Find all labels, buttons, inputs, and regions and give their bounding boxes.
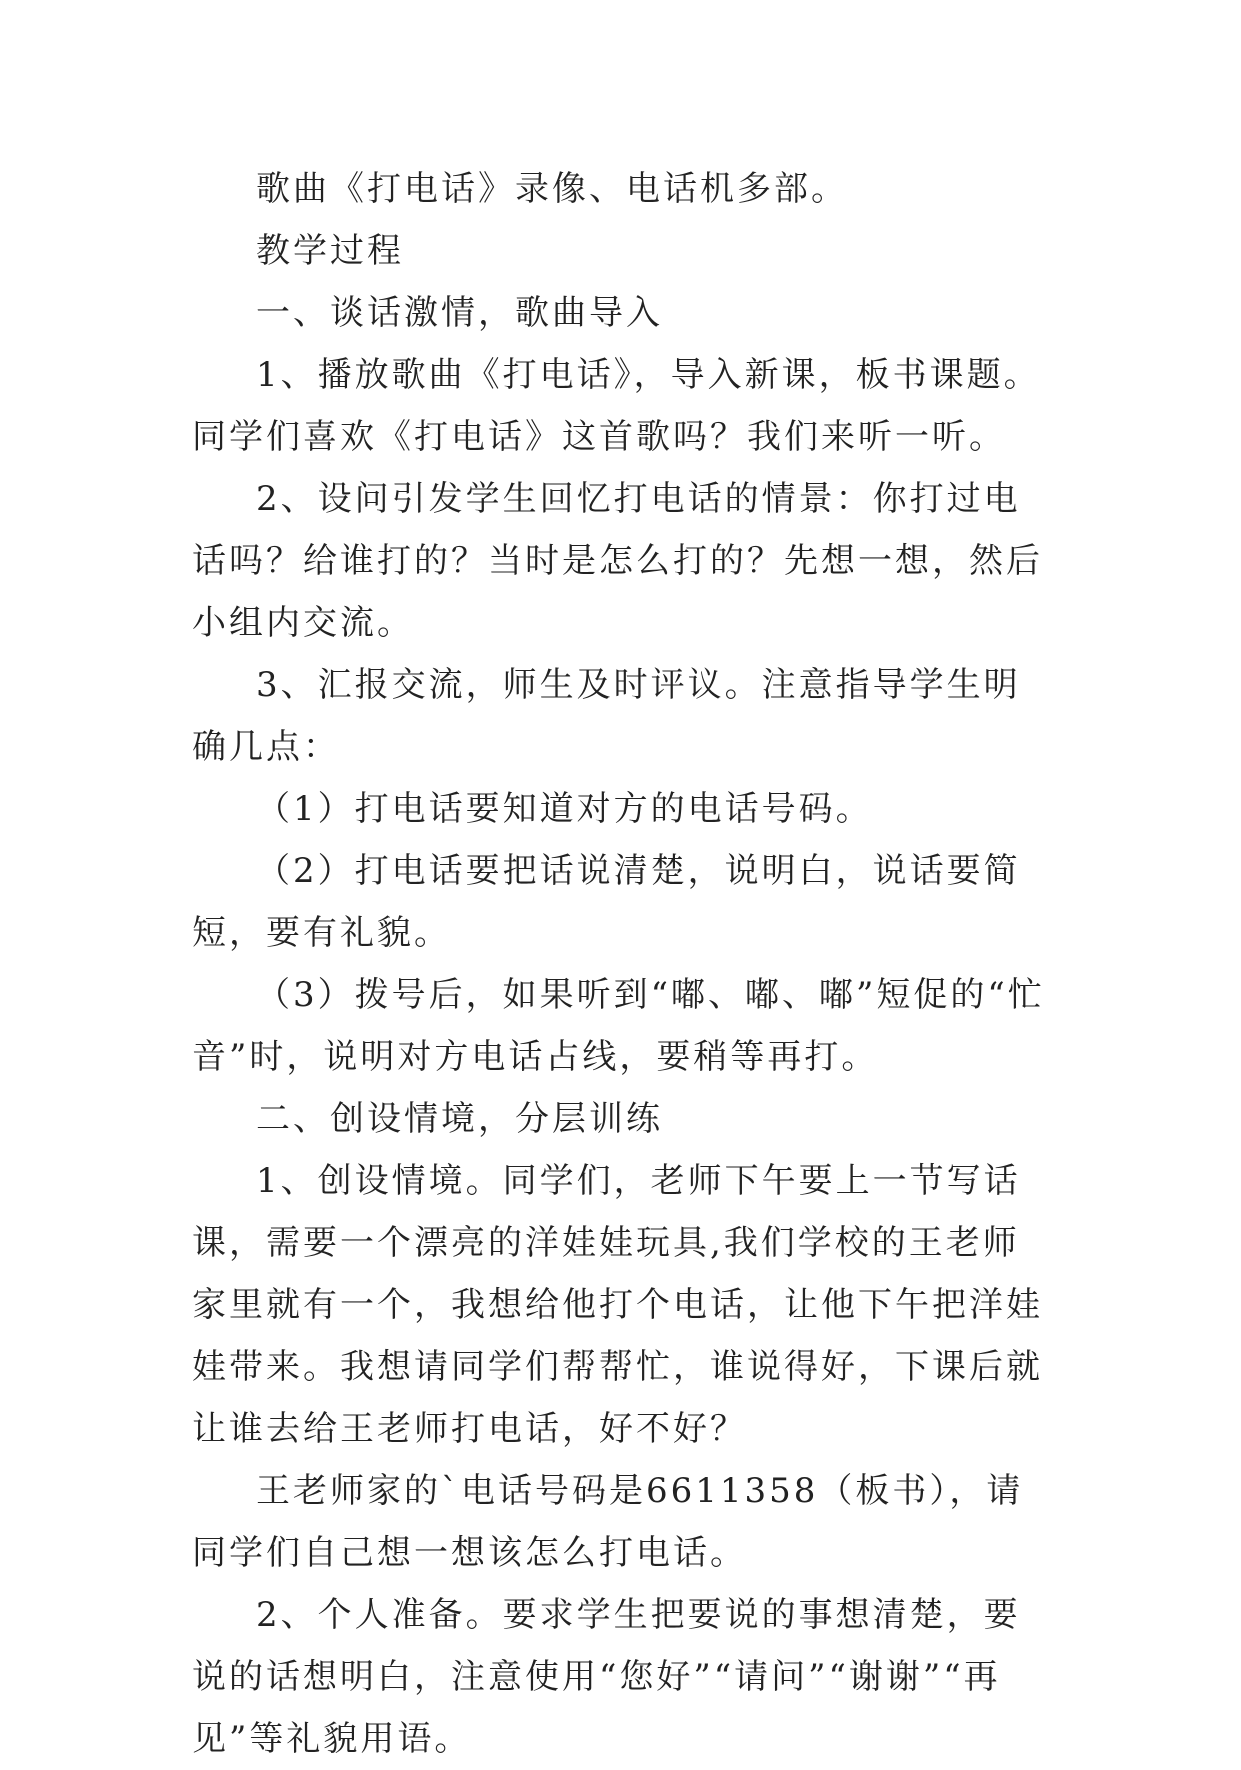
paragraph-materials: 歌曲《打电话》录像、电话机多部。 bbox=[256, 169, 848, 209]
paragraph-scenario: 1、创设情境。同学们，老师下午要上一节写话课，需要一个漂亮的洋娃娃玩具,我们学校的王老师家里就有一个，我想给他打个电话，让他下午把洋娃娃带来。我想请同学们帮帮忙，谁说得好，下课后就让谁去给王老师打电话，好不好？ bbox=[192, 1161, 1043, 1449]
paragraph-preparation: 2、个人准备。要求学生把要说的事想清楚，要说的话想明白，注意使用“您好”“请问”“谢谢”“再见”等礼貌用语。 bbox=[192, 1595, 1021, 1759]
section-heading-1: 一、谈话激情，歌曲导入 bbox=[256, 293, 663, 333]
paragraph-step-3: 3、汇报交流，师生及时评议。注意指导学生明确几点： bbox=[192, 665, 1021, 767]
section-heading-2: 二、创设情境，分层训练 bbox=[256, 1099, 663, 1139]
paragraph-step-1: 1、播放歌曲《打电话》，导入新课，板书课题。同学们喜欢《打电话》这首歌吗？我们来听一听。 bbox=[192, 355, 1041, 457]
paragraph-phone-number: 王老师家的`电话号码是6611358（板书），请同学们自己想一想该怎么打电话。 bbox=[192, 1471, 1024, 1573]
heading-teaching-process: 教学过程 bbox=[256, 231, 404, 271]
list-item-point-2: （2）打电话要把话说清楚，说明白，说话要简短，要有礼貌。 bbox=[192, 851, 1021, 953]
document-body bbox=[192, 158, 1052, 1770]
list-item-point-3: （3）拨号后，如果听到“嘟、嘟、嘟”短促的“忙音”时，说明对方电话占线，要稍等再打。 bbox=[192, 975, 1045, 1077]
list-item-point-1: （1）打电话要知道对方的电话号码。 bbox=[256, 789, 873, 829]
paragraph-step-2: 2、设问引发学生回忆打电话的情景：你打过电话吗？给谁打的？当时是怎么打的？先想一想，然后小组内交流。 bbox=[192, 479, 1043, 643]
